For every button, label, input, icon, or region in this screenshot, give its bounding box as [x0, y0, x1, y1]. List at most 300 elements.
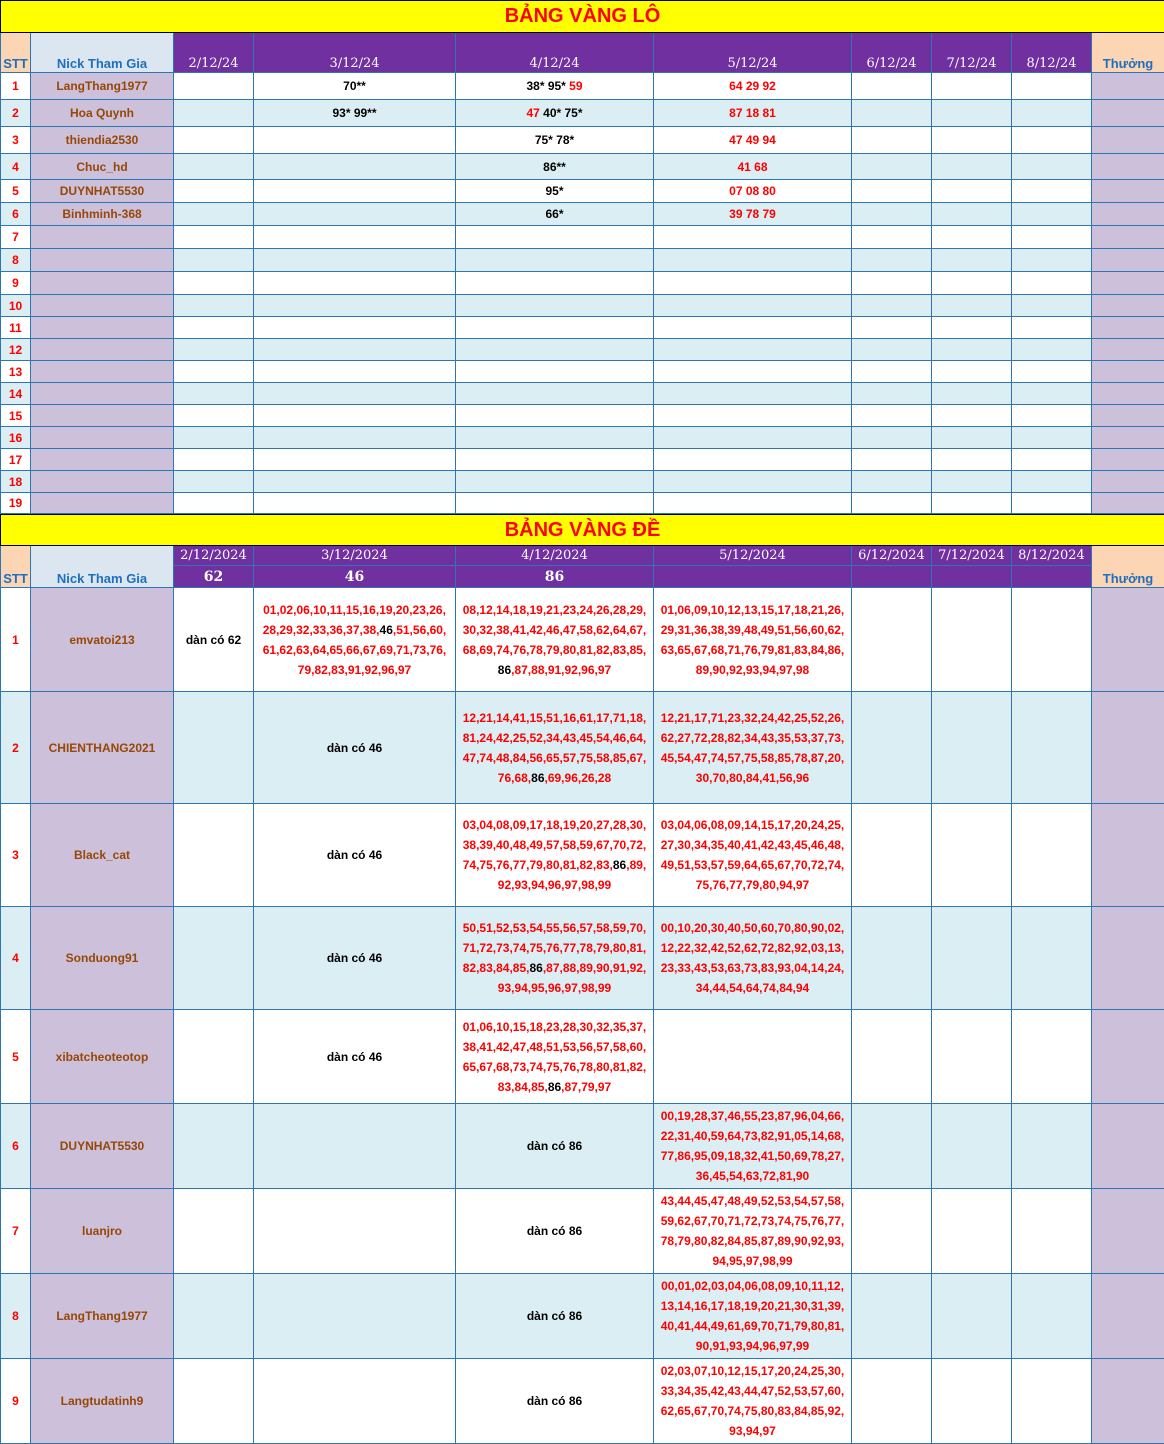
lo-nick	[31, 295, 174, 317]
lo-cell-empty	[852, 226, 932, 249]
de-cell-empty	[174, 1104, 254, 1189]
lo-cell-empty	[932, 405, 1012, 427]
de-header-nick: Nick Tham Gia	[31, 546, 174, 588]
lo-cell-empty	[1012, 449, 1092, 471]
de-cell-empty	[254, 1274, 456, 1359]
lo-cell-empty	[1012, 405, 1092, 427]
lo-row	[1, 127, 1164, 154]
lo-row	[1, 295, 1164, 317]
de-cell-empty	[932, 588, 1012, 692]
de-cell-empty	[932, 1274, 1012, 1359]
lo-cell-d3	[254, 361, 456, 383]
lo-cell-d3	[254, 249, 456, 272]
lo-cell-empty	[1012, 100, 1092, 127]
lo-cell-d2	[174, 339, 254, 361]
de-number-run: ,51,56,60,61,62,63,64,65,66,67,69,71,73,76,79,82,83,91,92,96,97	[263, 623, 447, 677]
de-header-date: 2/12/2024	[174, 546, 254, 566]
lo-cell-d4	[456, 226, 654, 249]
lo-row	[1, 180, 1164, 203]
lo-cell-empty	[852, 127, 932, 154]
de-cell-empty	[174, 1189, 254, 1274]
lo-cell-d4	[456, 127, 654, 154]
lo-cell-empty	[1012, 272, 1092, 295]
lo-cell-d5: 39 78 79	[654, 203, 852, 226]
de-cell-empty	[1012, 588, 1092, 692]
lo-cell-empty	[852, 73, 932, 100]
lo-stt: 12	[1, 339, 31, 361]
lo-header-date: 8/12/24	[1012, 33, 1092, 73]
lo-row	[1, 339, 1164, 361]
lo-header-date: 2/12/24	[174, 33, 254, 73]
lo-cell-d4	[456, 295, 654, 317]
de-dan-note: dàn có 86	[456, 1274, 654, 1359]
lo-cell-empty	[852, 383, 932, 405]
lo-header-date: 6/12/24	[852, 33, 932, 73]
lo-cell-empty	[1012, 203, 1092, 226]
lo-pick: 86**	[543, 160, 566, 174]
de-cell-empty	[932, 804, 1012, 907]
lo-cell-empty	[932, 127, 1012, 154]
lo-header-date: 3/12/24	[254, 33, 456, 73]
lo-stt: 5	[1, 180, 31, 203]
de-thuong	[1092, 588, 1164, 692]
de-header-stt: STT	[1, 546, 31, 588]
lo-stt: 10	[1, 295, 31, 317]
lo-cell-d3	[254, 127, 456, 154]
lo-cell-d2	[174, 154, 254, 180]
lo-cell-empty	[1012, 383, 1092, 405]
lo-cell-empty	[1012, 154, 1092, 180]
lo-cell-empty	[852, 100, 932, 127]
de-number-list	[654, 1274, 852, 1359]
lo-cell-empty	[852, 180, 932, 203]
lo-cell-d2	[174, 449, 254, 471]
de-header-date: 8/12/2024	[1012, 546, 1092, 566]
de-nick: Black_cat	[31, 804, 174, 907]
lo-stt: 18	[1, 471, 31, 493]
de-number-run: 43,44,45,47,48,49,52,53,54,57,58,59,62,67,70,71,72,73,74,75,76,77,78,79,80,82,84,85,87,89,90,92,93,94,95,97,98,99	[661, 1194, 845, 1268]
lo-cell-d4	[456, 100, 654, 127]
de-cell-empty	[852, 1359, 932, 1444]
lo-table	[0, 0, 1164, 514]
de-number-run: 12,21,14,41,15,51,16,61,17,71,18,81,24,42,25,52,34,43,45,54,46,64,47,74,48,84,56,65,57,75,58,85,67,76,68,	[463, 711, 647, 785]
lo-cell-d5	[654, 493, 852, 514]
de-number-run: 00,19,28,37,46,55,23,87,96,04,66,22,31,40,59,64,73,82,91,05,14,68,77,86,95,09,18,32,41,50,69,78,27,36,45,54,63,72,81,90	[661, 1109, 845, 1183]
lo-cell-d4	[456, 383, 654, 405]
de-row	[1, 1104, 1164, 1189]
de-number-run: 86	[531, 771, 544, 785]
lo-stt: 16	[1, 427, 31, 449]
lo-nick	[31, 427, 174, 449]
lo-cell-d2	[174, 100, 254, 127]
lo-cell-d4	[456, 449, 654, 471]
lo-cell-empty	[852, 427, 932, 449]
lo-nick	[31, 272, 174, 295]
de-dan-note: dàn có 46	[254, 907, 456, 1010]
lo-nick: Chuc_hd	[31, 154, 174, 180]
lo-pick: 95*	[545, 184, 563, 198]
lo-cell-d5	[654, 272, 852, 295]
lo-header-stt: STT	[1, 33, 31, 73]
de-winning-number: 62	[174, 566, 254, 588]
lo-cell-d3	[254, 295, 456, 317]
lo-cell-d5	[654, 383, 852, 405]
lo-row	[1, 154, 1164, 180]
de-stt: 4	[1, 907, 31, 1010]
de-cell-empty	[852, 692, 932, 804]
lo-cell-d5: 64 29 92	[654, 73, 852, 100]
de-number-list	[654, 692, 852, 804]
de-number-run: 08,12,14,18,19,21,23,24,26,28,29,30,32,38,41,42,46,47,58,62,64,67,68,69,74,76,78,79,80,81,82,83,85,	[463, 603, 647, 657]
lo-stt: 14	[1, 383, 31, 405]
de-header-date: 6/12/2024	[852, 546, 932, 566]
lo-thuong	[1092, 317, 1164, 339]
lo-cell-d5	[654, 317, 852, 339]
lo-cell-empty	[932, 154, 1012, 180]
lo-pick: 66*	[545, 207, 563, 221]
lo-cell-empty	[1012, 180, 1092, 203]
lo-cell-empty	[932, 493, 1012, 514]
de-number-run: 01,06,10,15,18,23,28,30,32,35,37,38,41,42,47,48,51,53,56,57,58,60,65,67,68,73,74,75,76,78,80,81,82,83,84,85,	[463, 1020, 647, 1094]
lo-cell-empty	[932, 203, 1012, 226]
lo-row	[1, 361, 1164, 383]
lo-row	[1, 449, 1164, 471]
lo-cell-d3	[254, 317, 456, 339]
lo-cell-d5	[654, 295, 852, 317]
de-thuong	[1092, 1104, 1164, 1189]
lo-thuong	[1092, 127, 1164, 154]
de-winning-number: 86	[456, 566, 654, 588]
lo-header-date: 7/12/24	[932, 33, 1012, 73]
de-cell-empty	[852, 1010, 932, 1104]
lo-row	[1, 317, 1164, 339]
de-cell-empty	[1012, 1189, 1092, 1274]
lo-cell-empty	[932, 383, 1012, 405]
lo-cell-empty	[1012, 73, 1092, 100]
de-number-run: ,69,96,26,28	[545, 771, 612, 785]
lo-cell-empty	[1012, 471, 1092, 493]
de-cell-empty	[932, 1189, 1012, 1274]
lo-cell-empty	[932, 180, 1012, 203]
de-cell-empty	[852, 1104, 932, 1189]
de-number-run: ,87,88,91,92,96,97	[511, 663, 611, 677]
lo-cell-d2	[174, 361, 254, 383]
de-cell-empty	[1012, 1274, 1092, 1359]
lo-cell-empty	[932, 249, 1012, 272]
de-winning-number	[852, 566, 932, 588]
lo-row	[1, 73, 1164, 100]
lo-row	[1, 493, 1164, 514]
lo-cell-d3	[254, 226, 456, 249]
lo-cell-empty	[1012, 427, 1092, 449]
de-cell-empty	[174, 692, 254, 804]
de-title: BẢNG VÀNG ĐỀ	[1, 515, 1164, 546]
de-dan-note: dàn có 46	[254, 692, 456, 804]
lo-cell-empty	[932, 427, 1012, 449]
lo-row	[1, 100, 1164, 127]
de-number-run: ,87,88,89,90,91,92,93,94,95,96,97,98,99	[498, 961, 646, 995]
lo-cell-d2	[174, 203, 254, 226]
lo-row	[1, 226, 1164, 249]
lo-stt: 19	[1, 493, 31, 514]
de-number-run: 50,51,52,53,54,55,56,57,58,59,70,71,72,73,74,75,76,77,78,79,80,81,82,83,84,85,	[463, 921, 647, 975]
lo-cell-d2	[174, 73, 254, 100]
de-row	[1, 692, 1164, 804]
lo-cell-d4	[456, 73, 654, 100]
lo-header-thuong: Thưởng	[1092, 33, 1164, 73]
lo-cell-empty	[1012, 361, 1092, 383]
lo-cell-empty	[852, 361, 932, 383]
de-thuong	[1092, 692, 1164, 804]
de-header-date: 3/12/2024	[254, 546, 456, 566]
lo-thuong	[1092, 249, 1164, 272]
de-cell-empty	[1012, 804, 1092, 907]
de-number-run: 00,01,02,03,04,06,08,09,10,11,12,13,14,16,17,18,19,20,21,30,31,39,40,41,44,49,61,69,70,71,79,80,81,90,91,93,94,96,97,99	[661, 1279, 845, 1353]
de-nick: Sonduong91	[31, 907, 174, 1010]
lo-cell-d4	[456, 471, 654, 493]
lo-cell-empty	[852, 272, 932, 295]
lo-cell-empty	[1012, 339, 1092, 361]
lo-cell-d3	[254, 427, 456, 449]
de-number-list	[254, 588, 456, 692]
lo-cell-d5	[654, 449, 852, 471]
lo-stt: 3	[1, 127, 31, 154]
lo-cell-d5	[654, 405, 852, 427]
lo-stt: 7	[1, 226, 31, 249]
de-row	[1, 1189, 1164, 1274]
de-stt: 8	[1, 1274, 31, 1359]
lo-thuong	[1092, 471, 1164, 493]
de-number-run: 00,10,20,30,40,50,60,70,80,90,02,12,22,32,42,52,62,72,82,92,03,13,23,33,43,53,63,73,83,93,04,14,24,34,44,54,64,74,84,94	[661, 921, 845, 995]
lo-cell-empty	[1012, 317, 1092, 339]
lo-cell-d3	[254, 383, 456, 405]
lo-cell-d3	[254, 339, 456, 361]
lo-nick: Hoa Quynh	[31, 100, 174, 127]
de-number-list	[654, 907, 852, 1010]
lo-cell-d2	[174, 180, 254, 203]
de-cell-empty	[932, 692, 1012, 804]
lo-thuong	[1092, 361, 1164, 383]
lo-stt: 17	[1, 449, 31, 471]
lo-cell-d2	[174, 471, 254, 493]
lo-cell-empty	[852, 493, 932, 514]
lo-cell-empty	[852, 471, 932, 493]
lo-thuong	[1092, 405, 1164, 427]
lo-thuong	[1092, 449, 1164, 471]
lo-thuong	[1092, 272, 1164, 295]
lo-cell-d3: 70**	[254, 73, 456, 100]
lo-cell-d2	[174, 295, 254, 317]
de-number-run: 01,06,09,10,12,13,15,17,18,21,26,29,31,36,38,39,48,49,51,56,60,62,63,65,67,68,71,76,79,81,83,84,86,89,90,92,93,94,97,98	[661, 603, 845, 677]
lo-thuong	[1092, 73, 1164, 100]
de-cell-empty	[174, 907, 254, 1010]
lo-cell-d4	[456, 180, 654, 203]
lo-stt: 2	[1, 100, 31, 127]
de-number-run: 86	[613, 858, 626, 872]
lo-thuong	[1092, 383, 1164, 405]
lo-cell-d3	[254, 471, 456, 493]
lo-stt: 13	[1, 361, 31, 383]
lo-cell-empty	[932, 317, 1012, 339]
de-number-list	[654, 1189, 852, 1274]
de-number-run: 86	[548, 1080, 561, 1094]
de-cell-empty	[174, 1274, 254, 1359]
de-thuong	[1092, 907, 1164, 1010]
lo-nick: thiendia2530	[31, 127, 174, 154]
lo-cell-empty	[1012, 295, 1092, 317]
lo-nick	[31, 361, 174, 383]
de-stt: 3	[1, 804, 31, 907]
de-number-run: 86	[498, 663, 511, 677]
lo-cell-d2	[174, 226, 254, 249]
lo-cell-empty	[1012, 493, 1092, 514]
de-cell-empty	[254, 1189, 456, 1274]
de-number-run: 86	[529, 961, 542, 975]
de-cell-empty	[654, 1010, 852, 1104]
de-winning-number	[932, 566, 1012, 588]
lo-stt: 1	[1, 73, 31, 100]
lo-thuong	[1092, 493, 1164, 514]
lo-stt: 4	[1, 154, 31, 180]
de-nick: CHIENTHANG2021	[31, 692, 174, 804]
lo-nick: LangThang1977	[31, 73, 174, 100]
de-number-list	[456, 588, 654, 692]
lo-cell-d2	[174, 317, 254, 339]
de-winning-number	[654, 566, 852, 588]
lo-cell-empty	[932, 73, 1012, 100]
lo-cell-d2	[174, 127, 254, 154]
de-number-run: ,89,92,93,94,96,97,98,99	[498, 858, 646, 892]
lo-cell-d5	[654, 427, 852, 449]
de-winning-number: 46	[254, 566, 456, 588]
lo-cell-d3: 93* 99**	[254, 100, 456, 127]
de-cell-empty	[932, 907, 1012, 1010]
de-nick: DUYNHAT5530	[31, 1104, 174, 1189]
lo-cell-empty	[852, 295, 932, 317]
de-cell-empty	[852, 1189, 932, 1274]
de-cell-empty	[1012, 907, 1092, 1010]
lo-cell-empty	[932, 272, 1012, 295]
de-cell-empty	[852, 588, 932, 692]
lo-cell-d3	[254, 272, 456, 295]
lo-nick	[31, 471, 174, 493]
de-row	[1, 804, 1164, 907]
de-number-run: 01,02,06,10,11,15,16,19,20,23,26,28,29,32,33,36,37,38,	[263, 603, 446, 637]
lo-cell-empty	[932, 295, 1012, 317]
lo-thuong	[1092, 295, 1164, 317]
lo-cell-empty	[852, 317, 932, 339]
lo-header-date: 5/12/24	[654, 33, 852, 73]
de-cell-empty	[174, 804, 254, 907]
lo-pick: 40* 75*	[543, 106, 582, 120]
de-thuong	[1092, 1274, 1164, 1359]
de-thuong	[1092, 1189, 1164, 1274]
de-thuong	[1092, 804, 1164, 907]
de-cell-empty	[852, 804, 932, 907]
de-nick: Langtudatinh9	[31, 1359, 174, 1444]
lo-cell-d4	[456, 154, 654, 180]
de-dan-note: dàn có 86	[456, 1104, 654, 1189]
lo-cell-d5	[654, 249, 852, 272]
lo-cell-empty	[852, 154, 932, 180]
lo-thuong	[1092, 180, 1164, 203]
de-header-date: 7/12/2024	[932, 546, 1012, 566]
lo-header-date: 4/12/24	[456, 33, 654, 73]
lo-cell-d4	[456, 361, 654, 383]
lo-cell-d4	[456, 339, 654, 361]
lo-cell-d5	[654, 471, 852, 493]
de-thuong	[1092, 1010, 1164, 1104]
lo-cell-empty	[932, 339, 1012, 361]
lo-cell-empty	[932, 100, 1012, 127]
de-number-run: 03,04,06,08,09,14,15,17,20,24,25,27,30,34,35,40,41,42,43,45,46,48,49,51,53,57,59,64,65,67,70,72,74,75,76,77,79,80,94,97	[661, 818, 845, 892]
lo-row	[1, 471, 1164, 493]
lo-cell-empty	[932, 471, 1012, 493]
lo-cell-empty	[852, 339, 932, 361]
lo-thuong	[1092, 154, 1164, 180]
lo-pick: 59	[569, 79, 582, 93]
de-cell-empty	[852, 907, 932, 1010]
de-row	[1, 588, 1164, 692]
de-number-list	[456, 692, 654, 804]
lo-cell-d2	[174, 427, 254, 449]
lo-cell-empty	[932, 449, 1012, 471]
lo-row	[1, 203, 1164, 226]
de-cell-empty	[254, 1359, 456, 1444]
de-dan-note: dàn có 46	[254, 804, 456, 907]
lo-stt: 15	[1, 405, 31, 427]
lo-cell-d4	[456, 203, 654, 226]
lo-nick	[31, 493, 174, 514]
lo-cell-empty	[932, 361, 1012, 383]
lo-nick	[31, 226, 174, 249]
lo-nick	[31, 249, 174, 272]
de-number-run: 02,03,07,10,12,15,17,20,24,25,30,33,34,35,42,43,44,47,52,53,57,60,62,65,67,70,74,75,80,83,84,85,92,93,94,97	[661, 1364, 845, 1438]
lo-cell-d2	[174, 272, 254, 295]
de-cell-empty	[174, 1359, 254, 1444]
lo-thuong	[1092, 100, 1164, 127]
de-nick: LangThang1977	[31, 1274, 174, 1359]
de-cell-empty	[174, 1010, 254, 1104]
de-nick: luanjro	[31, 1189, 174, 1274]
de-cell-empty	[1012, 1104, 1092, 1189]
lo-cell-d5: 87 18 81	[654, 100, 852, 127]
de-number-list	[654, 804, 852, 907]
lo-cell-d4	[456, 272, 654, 295]
lo-pick: 47	[526, 106, 543, 120]
de-number-list	[456, 804, 654, 907]
lo-cell-d4	[456, 249, 654, 272]
de-row	[1, 907, 1164, 1010]
lo-cell-empty	[1012, 226, 1092, 249]
lo-stt: 11	[1, 317, 31, 339]
de-cell-empty	[852, 1274, 932, 1359]
de-cell-empty	[254, 1104, 456, 1189]
de-cell-empty	[932, 1359, 1012, 1444]
lo-row	[1, 427, 1164, 449]
lo-cell-empty	[852, 203, 932, 226]
de-cell-empty	[1012, 692, 1092, 804]
de-nick: emvatoi213	[31, 588, 174, 692]
lo-nick	[31, 383, 174, 405]
de-dan-note: dàn có 86	[456, 1359, 654, 1444]
lo-row	[1, 383, 1164, 405]
de-dan-note: dàn có 86	[456, 1189, 654, 1274]
lo-thuong	[1092, 427, 1164, 449]
de-header-date: 4/12/2024	[456, 546, 654, 566]
de-cell-empty	[1012, 1359, 1092, 1444]
lo-cell-empty	[852, 249, 932, 272]
